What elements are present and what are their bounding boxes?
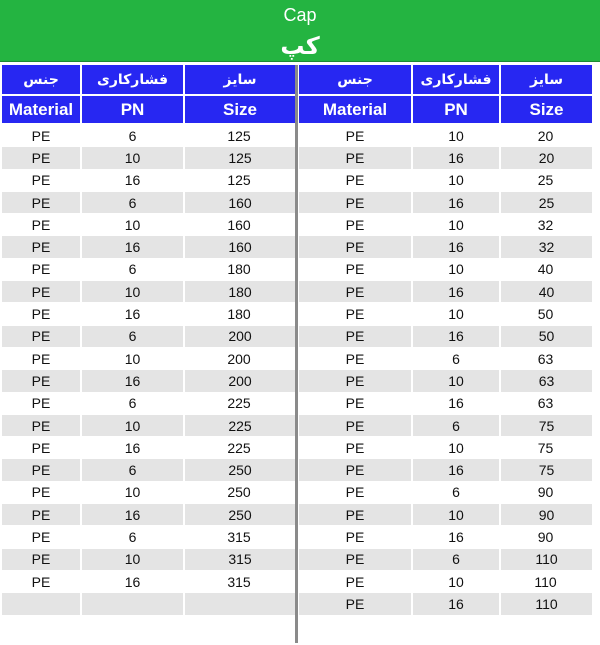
cell-size: 63 (538, 372, 555, 389)
cell-material: PE (299, 348, 413, 369)
cell-pn: 16 (413, 236, 501, 257)
cell-size: 63 (501, 393, 592, 414)
table-row (299, 369, 592, 391)
table-row (2, 570, 295, 592)
table-row (2, 169, 295, 191)
table-row (2, 369, 295, 391)
cell-pn: 16 (413, 459, 501, 480)
table-row (2, 325, 295, 347)
cell-size: 160 (228, 194, 252, 211)
cell-material: PE (299, 192, 413, 213)
cell-material: PE (2, 504, 82, 525)
table-row (299, 525, 592, 547)
cell-size: 125 (228, 149, 252, 166)
cell-pn: 16 (413, 192, 501, 213)
table-row (2, 124, 295, 146)
cell-size: 315 (185, 526, 295, 547)
table-row (299, 436, 592, 458)
header-row-persian (299, 65, 592, 94)
cell-material: PE (2, 236, 82, 257)
cell-pn: 10 (413, 214, 501, 235)
table-body-right (299, 124, 592, 615)
table-row (2, 525, 295, 547)
cell-pn: 6 (82, 259, 185, 280)
cell-material: PE (2, 571, 82, 592)
table-row (2, 258, 295, 280)
header-material-fa: جنس (299, 65, 413, 94)
cell-pn: 10 (413, 259, 501, 280)
cell-material: PE (299, 326, 413, 347)
cell-size: 225 (228, 417, 252, 434)
header-row-persian (2, 65, 295, 94)
table-row (2, 280, 295, 302)
header-material-fa: جنس (2, 65, 82, 94)
cell-pn: 16 (82, 571, 185, 592)
cell-material: PE (299, 281, 413, 302)
cell-material: PE (2, 326, 82, 347)
table-row (299, 213, 592, 235)
cell-material: PE (299, 437, 413, 458)
table-row (2, 235, 295, 257)
cell-size: 110 (535, 551, 558, 568)
cell-material: PE (2, 482, 82, 503)
header-pn-fa: فشارکاری (82, 65, 185, 94)
cell-pn: 10 (82, 549, 185, 570)
cell-pn: 10 (413, 170, 501, 191)
cell-pn: 16 (413, 393, 501, 414)
title-english: Cap (283, 5, 317, 25)
cell-material: PE (299, 526, 413, 547)
cell-material (2, 593, 82, 614)
cell-material: PE (299, 549, 413, 570)
cell-pn: 16 (413, 526, 501, 547)
table-row (299, 481, 592, 503)
table-row (2, 481, 295, 503)
cell-size: 200 (228, 328, 252, 345)
table-right (299, 65, 592, 615)
cell-material: PE (2, 348, 82, 369)
cell-size: 315 (185, 571, 295, 592)
cell-pn: 6 (82, 326, 185, 347)
cell-size: 50 (538, 328, 555, 345)
cell-material: PE (2, 281, 82, 302)
header-material-en: Material (299, 96, 413, 123)
cell-size: 50 (501, 303, 592, 324)
cell-material: PE (299, 236, 413, 257)
cell-material: PE (299, 482, 413, 503)
cell-pn: 10 (82, 214, 185, 235)
cell-material: PE (2, 415, 82, 436)
table-row (2, 191, 295, 213)
cell-material: PE (2, 526, 82, 547)
title-bar (0, 0, 600, 62)
table-row (2, 347, 295, 369)
table-divider (295, 65, 298, 643)
cell-size: 25 (538, 194, 555, 211)
cell-pn: 16 (413, 326, 501, 347)
cell-material: PE (299, 571, 413, 592)
cell-pn: 10 (413, 370, 501, 391)
cell-pn: 16 (82, 370, 185, 391)
cell-material: PE (2, 370, 82, 391)
table-row (299, 235, 592, 257)
cell-pn: 16 (82, 504, 185, 525)
table-row (2, 436, 295, 458)
cell-pn: 10 (82, 147, 185, 168)
cell-size: 315 (228, 551, 252, 568)
table-row (299, 548, 592, 570)
table-row (299, 169, 592, 191)
cell-pn: 6 (413, 348, 501, 369)
cell-pn: 6 (82, 192, 185, 213)
cell-size: 32 (538, 239, 555, 256)
cell-size: 110 (535, 595, 558, 612)
cell-material: PE (2, 393, 82, 414)
table-left (2, 65, 295, 615)
table-row (299, 592, 592, 614)
cell-size: 250 (185, 482, 295, 503)
cell-material: PE (299, 147, 413, 168)
table-row (299, 302, 592, 324)
table-row (299, 347, 592, 369)
table-row (299, 570, 592, 592)
cell-size: 90 (501, 526, 592, 547)
header-size-en: Size (501, 96, 592, 123)
cell-size: 25 (501, 170, 592, 191)
cell-size: 180 (185, 259, 295, 280)
cell-material: PE (2, 192, 82, 213)
cell-size: 160 (185, 214, 295, 235)
header-row-english (2, 96, 295, 123)
table-row (299, 258, 592, 280)
table-row (2, 414, 295, 436)
cell-size: 200 (185, 348, 295, 369)
cell-size: 75 (538, 462, 555, 479)
table-row (299, 503, 592, 525)
cell-pn: 16 (82, 303, 185, 324)
cell-size: 125 (185, 170, 295, 191)
cell-size: 75 (538, 417, 555, 434)
header-pn-en: PN (82, 96, 185, 123)
header-size-fa: سایز (185, 65, 295, 94)
cell-pn: 10 (82, 415, 185, 436)
cell-pn: 10 (82, 348, 185, 369)
cell-pn: 10 (82, 281, 185, 302)
cell-size: 75 (501, 437, 592, 458)
cell-size: 20 (538, 149, 555, 166)
cell-size: 125 (185, 125, 295, 146)
cell-pn: 6 (82, 125, 185, 146)
cell-pn: 6 (413, 482, 501, 503)
table-row (2, 392, 295, 414)
cell-pn: 16 (413, 593, 501, 614)
cell-size (185, 593, 295, 614)
table-row (2, 503, 295, 525)
cell-size: 90 (501, 482, 592, 503)
cell-size: 40 (501, 259, 592, 280)
cell-pn (82, 593, 185, 614)
cell-size: 200 (228, 372, 252, 389)
cell-size: 40 (538, 283, 555, 300)
cell-pn: 16 (82, 236, 185, 257)
table-body-left (2, 124, 295, 615)
table-row (299, 325, 592, 347)
cell-pn: 10 (413, 303, 501, 324)
table-row (2, 146, 295, 168)
cell-material: PE (299, 259, 413, 280)
table-row (299, 458, 592, 480)
cell-material: PE (299, 593, 413, 614)
header-pn-en: PN (413, 96, 501, 123)
table-row (299, 124, 592, 146)
table-row (2, 592, 295, 614)
cell-pn: 6 (413, 549, 501, 570)
cell-material: PE (299, 125, 413, 146)
table-row (299, 414, 592, 436)
header-size-fa: سایز (501, 65, 592, 94)
cell-size: 90 (538, 506, 555, 523)
cell-pn: 10 (413, 437, 501, 458)
table-row (299, 280, 592, 302)
table-row (2, 458, 295, 480)
cell-material: PE (2, 303, 82, 324)
cell-size: 20 (501, 125, 592, 146)
cell-material: PE (2, 459, 82, 480)
header-material-en: Material (2, 96, 82, 123)
cell-size: 250 (228, 462, 252, 479)
header-size-en: Size (185, 96, 295, 123)
cell-pn: 10 (413, 125, 501, 146)
cell-size: 32 (501, 214, 592, 235)
cell-pn: 16 (413, 281, 501, 302)
cell-material: PE (2, 147, 82, 168)
table-row (2, 548, 295, 570)
cell-material: PE (2, 214, 82, 235)
cell-material: PE (2, 259, 82, 280)
title-persian: کپ (280, 32, 320, 60)
cell-size: 225 (185, 393, 295, 414)
cell-material: PE (2, 170, 82, 191)
cell-material: PE (299, 393, 413, 414)
cell-material: PE (2, 125, 82, 146)
cell-size: 225 (185, 437, 295, 458)
header-pn-fa: فشارکاری (413, 65, 501, 94)
cell-pn: 16 (82, 170, 185, 191)
cell-pn: 6 (413, 415, 501, 436)
cell-pn: 16 (413, 147, 501, 168)
table-row (299, 191, 592, 213)
cell-size: 63 (501, 348, 592, 369)
cell-material: PE (299, 303, 413, 324)
cell-size: 110 (501, 571, 592, 592)
cell-pn: 6 (82, 526, 185, 547)
cell-size: 250 (228, 506, 252, 523)
cell-material: PE (299, 415, 413, 436)
cell-pn: 6 (82, 393, 185, 414)
cell-material: PE (299, 370, 413, 391)
table-row (2, 302, 295, 324)
cell-pn: 10 (82, 482, 185, 503)
cell-size: 160 (228, 239, 252, 256)
cell-pn: 6 (82, 459, 185, 480)
header-row-english (299, 96, 592, 123)
table-row (299, 392, 592, 414)
cell-size: 180 (185, 303, 295, 324)
cell-material: PE (299, 459, 413, 480)
cell-material: PE (299, 214, 413, 235)
cell-pn: 10 (413, 504, 501, 525)
cell-pn: 10 (413, 571, 501, 592)
cell-material: PE (299, 504, 413, 525)
cell-material: PE (2, 437, 82, 458)
cell-size: 180 (228, 283, 252, 300)
cell-material: PE (2, 549, 82, 570)
cell-material: PE (299, 170, 413, 191)
table-row (299, 146, 592, 168)
cell-pn: 16 (82, 437, 185, 458)
table-row (2, 213, 295, 235)
